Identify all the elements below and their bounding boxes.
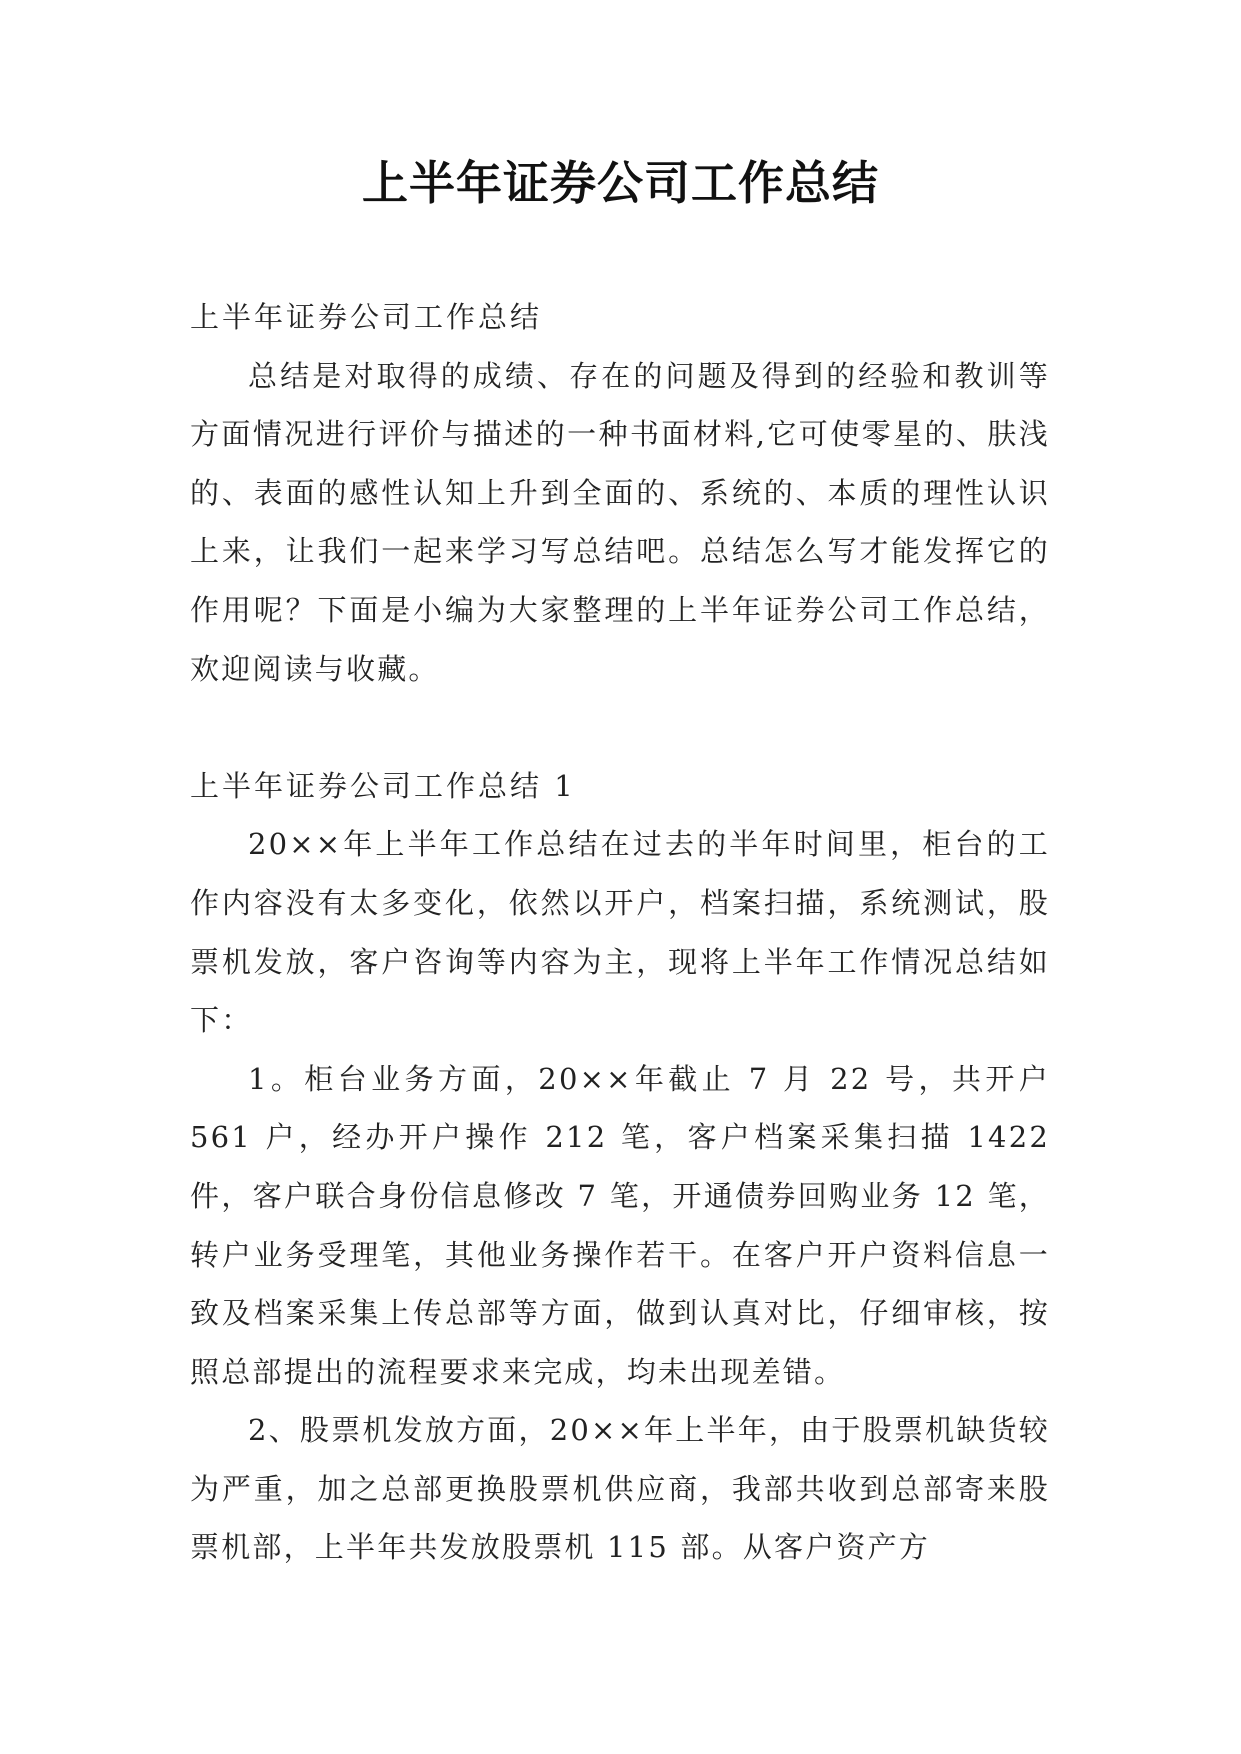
document-title: 上半年证券公司工作总结: [362, 156, 879, 210]
document-body: [190, 288, 1050, 1577]
section-1-paragraph-2: 1。柜台业务方面，20××年截止 7 月 22 号，共开户 561 户，经办开户操作 212 笔，客户档案采集扫描 1422 件，客户联合身份信息修改 7 笔，开通债券回购业务 12 笔，转户业务受理笔，其他业务操作若干。在客户开户资料信息一致及档案采集上传总部等方面，做到认真对比，仔细审核，按照总部提出的流程要求来完成，均未出现差错。: [190, 1061, 1050, 1389]
section-1-paragraph-3: 2、股票机发放方面，20××年上半年，由于股票机缺货较为严重，加之总部更换股票机供应商，我部共收到总部寄来股票机部，上半年共发放股票机 115 部。从客户资产方: [190, 1413, 1050, 1565]
intro-heading: 上半年证券公司工作总结: [190, 300, 543, 334]
paragraph-spacer: [190, 698, 1050, 757]
intro-paragraph: 总结是对取得的成绩、存在的问题及得到的经验和教训等方面情况进行评价与描述的一种书面材料,它可使零星的、肤浅的、表面的感性认知上升到全面的、系统的、本质的理性认识上来，让我们一起来学习写总结吧。总结怎么写才能发挥它的作用呢？下面是小编为大家整理的上半年证券公司工作总结，欢迎阅读与收藏。: [190, 358, 1050, 686]
section-1-paragraph-1: 20××年上半年工作总结在过去的半年时间里，柜台的工作内容没有太多变化，依然以开户，档案扫描，系统测试，股票机发放，客户咨询等内容为主，现将上半年工作情况总结如下：: [190, 827, 1050, 1038]
section-1-heading: 上半年证券公司工作总结 1: [190, 768, 576, 803]
